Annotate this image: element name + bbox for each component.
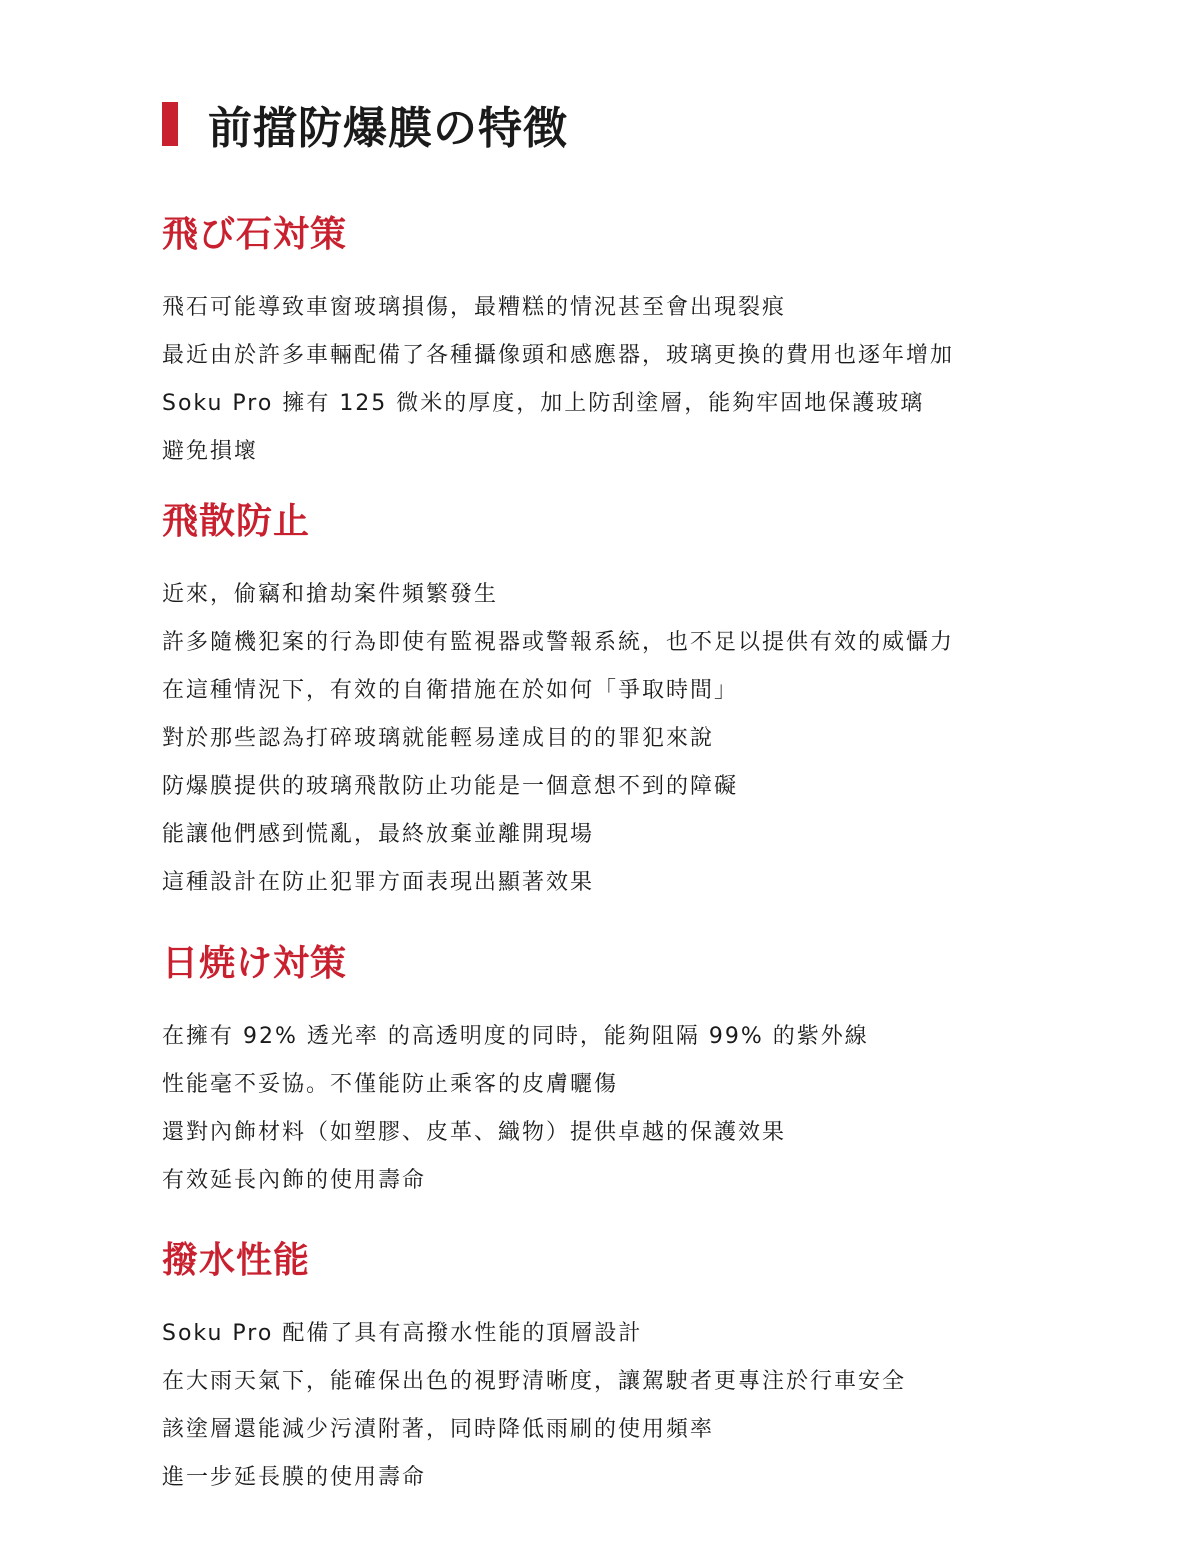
section-heading: 日焼け対策 [162, 943, 348, 984]
body-line: 能讓他們感到慌亂，最終放棄並離開現場 [162, 822, 595, 847]
section-body [162, 1310, 1122, 1502]
section-heading: 飛散防止 [162, 501, 311, 542]
body-line: 該塗層還能減少污漬附著，同時降低雨刷的使用頻率 [162, 1417, 715, 1442]
body-line: 有效延長內飾的使用壽命 [162, 1168, 427, 1193]
body-line: 許多隨機犯案的行為即使有監視器或警報系統，也不足以提供有效的威懾力 [162, 630, 955, 655]
body-line: 進一步延長膜的使用壽命 [162, 1465, 427, 1490]
body-line: 飛石可能導致車窗玻璃損傷，最糟糕的情況甚至會出現裂痕 [162, 295, 787, 320]
body-line: 在這種情況下，有效的自衛措施在於如何「爭取時間」 [162, 678, 739, 703]
body-line: 最近由於許多車輛配備了各種攝像頭和感應器，玻璃更換的費用也逐年增加 [162, 343, 955, 368]
section-stone-chip-protection [162, 208, 1122, 476]
body-line: 近來，偷竊和搶劫案件頻繁發生 [162, 582, 499, 607]
page-header [162, 92, 568, 156]
section-heading: 撥水性能 [162, 1240, 311, 1281]
section-body [162, 284, 1122, 476]
body-line: 這種設計在防止犯罪方面表現出顯著效果 [162, 870, 595, 895]
title-accent-bar [162, 102, 178, 146]
section-uv-protection [162, 937, 1122, 1205]
body-line: 避免損壞 [162, 439, 259, 464]
body-line: 防爆膜提供的玻璃飛散防止功能是一個意想不到的障礙 [162, 774, 739, 799]
body-line: 在大雨天氣下，能確保出色的視野清晰度，讓駕駛者更專注於行車安全 [162, 1369, 907, 1394]
body-line: 性能毫不妥協。不僅能防止乘客的皮膚曬傷 [162, 1072, 619, 1097]
body-line: Soku Pro 配備了具有高撥水性能的頂層設計 [162, 1321, 643, 1346]
section-water-repellency [162, 1234, 1122, 1502]
body-line: 還對內飾材料（如塑膠、皮革、織物）提供卓越的保護效果 [162, 1120, 787, 1145]
section-shatter-prevention [162, 495, 1122, 907]
section-body [162, 571, 1122, 907]
body-line: 在擁有 92% 透光率 的高透明度的同時，能夠阻隔 99% 的紫外線 [162, 1024, 869, 1049]
body-line: Soku Pro 擁有 125 微米的厚度，加上防刮塗層，能夠牢固地保護玻璃 [162, 391, 925, 416]
section-heading: 飛び石対策 [162, 214, 348, 255]
body-line: 對於那些認為打碎玻璃就能輕易達成目的的罪犯來說 [162, 726, 715, 751]
section-body [162, 1013, 1122, 1205]
page-title: 前擋防爆膜の特徴 [208, 103, 568, 154]
